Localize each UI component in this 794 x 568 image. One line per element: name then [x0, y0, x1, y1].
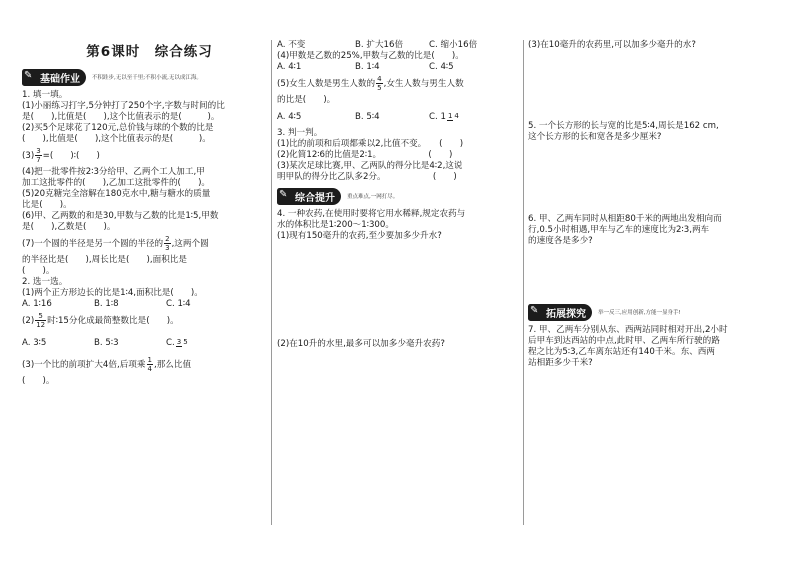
q4-3: (3)在10毫升的农药里,可以加多少毫升的水?	[528, 40, 696, 50]
answer-space	[528, 143, 778, 214]
column-divider-left	[271, 40, 272, 525]
question-2-title: 2. 选一选。	[22, 277, 68, 287]
q7-line-a: 7. 甲、乙两车分别从东、西两站同时相对开出,2小时	[528, 325, 728, 335]
section-badge-combo: ✎ 综合提升	[277, 188, 341, 205]
q4-1: (1)现有150毫升的农药,至少要加多少升水?	[277, 231, 442, 241]
fraction: $\frac{2}{3}$	[165, 235, 170, 252]
question-3-title: 3. 判一判。	[277, 128, 323, 138]
section-header-basic	[22, 68, 267, 86]
q2-1: (1)两个正方形边长的比是1∶4,面积比是( )。	[22, 288, 203, 298]
q2-2-options: A. 3∶5 B. 5∶3 C.3 5	[22, 338, 188, 348]
q1-5-line-a: (5)20克糖完全溶解在180克水中,糖与糖水的质量	[22, 189, 211, 199]
q2-3-options: A. 不变 B. 扩大16倍 C. 缩小16倍	[277, 40, 478, 50]
q2-3-line-b: ( )。	[22, 376, 55, 386]
q1-2-line-b: ( ),比值是( ),这个比值表示的是( )。	[22, 134, 211, 144]
q1-7-line-a: (7)一个圆的半径是另一个圆的半径的 $\frac{2}{3}$ ,这两个圆	[22, 235, 209, 252]
fraction: $\frac{4}{5}$	[377, 75, 382, 92]
page-title: 第6课时 综合练习	[86, 44, 213, 60]
q6-line-c: 的速度各是多少?	[528, 236, 593, 246]
q1-3: (3) $\frac{3}{7}$ =( )∶( )	[22, 147, 100, 164]
fraction: $\frac{3}{7}$	[36, 147, 41, 164]
fraction: $\frac{1}{4}$	[147, 356, 152, 373]
q2-4: (4)甲数是乙数的25%,甲数与乙数的比是( )。	[277, 51, 464, 61]
fraction: $\frac{5}{12}$	[36, 312, 46, 329]
q7-line-b: 后甲车到达西站的中点,此时甲、乙两车所行驶的路	[528, 336, 720, 346]
q2-2: (2) $\frac{5}{12}$ 时∶15分化成最简整数比是( )。	[22, 312, 179, 329]
q4-line-b: 水的体积比是1∶200～1∶300。	[277, 220, 394, 230]
section-badge-ext: ✎ 拓展探究	[528, 304, 592, 321]
answer-space	[528, 51, 778, 121]
section-header-ext	[528, 303, 778, 321]
q3-3-line-b: 明甲队的得分比乙队多2分。 ( )	[277, 172, 457, 182]
section-slogan: 举一反三,应用创新,方能一显身手!	[598, 310, 681, 316]
mascot-icon: ✎	[24, 69, 33, 81]
q2-5-options: A. 4∶5 B. 5∶4 C. 1 1 4	[277, 112, 459, 122]
mascot-icon: ✎	[530, 304, 539, 316]
q7-line-c: 程之比为5∶3,乙车离东站还有140千米。东、西两	[528, 347, 715, 357]
q3-3-line-a: (3)某次足球比赛,甲、乙两队的得分比是4∶2,这说	[277, 161, 463, 171]
fraction: 1 4	[447, 112, 459, 120]
q2-5-line-a: (5)女生人数是男生人数的 $\frac{4}{5}$ ,女生人数与男生人数	[277, 75, 464, 92]
column-3	[528, 40, 778, 369]
q6-line-b: 行,0.5小时相遇,甲车与乙车的速度比为2∶3,两车	[528, 225, 710, 235]
section-badge-basic: ✎ 基础作业	[22, 69, 86, 86]
column-divider-right	[523, 40, 524, 525]
q2-5-line-b: 的比是( )。	[277, 95, 336, 105]
q5-line-b: 这个长方形的长和宽各是多少厘米?	[528, 132, 662, 142]
q4-2: (2)在10升的水里,最多可以加多少毫升农药?	[277, 339, 445, 349]
q1-7-line-b: 的半径比是( ),周长比是( ),面积比是	[22, 255, 187, 265]
q3-1: (1)比的前项和后项都乘以2,比值不变。 ( )	[277, 139, 464, 149]
q1-4-line-a: (4)把一批零件按2∶3分给甲、乙两个工人加工,甲	[22, 167, 205, 177]
q1-4-line-b: 加工这批零件的( ),乙加工这批零件的( )。	[22, 178, 211, 188]
q1-7-line-c: ( )。	[22, 266, 55, 276]
q1-1-line-b: 是( ),比值是( ),这个比值表示的是( )。	[22, 112, 220, 122]
column-2	[277, 40, 520, 350]
q3-2: (2)化简12∶6的比值是2∶1。 ( )	[277, 150, 453, 160]
q2-1-options: A. 1∶16 B. 1∶8 C. 1∶4	[22, 299, 191, 309]
section-header-combo	[277, 187, 520, 205]
q4-line-a: 4. 一种农药,在使用时要将它用水稀释,规定农药与	[277, 209, 466, 219]
q2-3-line-a: (3)一个比的前项扩大4倍,后项乘 $\frac{1}{4}$ ,那么比值	[22, 356, 192, 373]
q5-line-a: 5. 一个长方形的长与宽的比是5∶4,周长是162 cm,	[528, 121, 719, 131]
section-slogan: 不积跬步,无以至千里;不积小流,无以成江海。	[92, 75, 202, 81]
mascot-icon: ✎	[279, 188, 288, 200]
q1-6-line-a: (6)甲、乙两数的和是30,甲数与乙数的比是1∶5,甲数	[22, 211, 219, 221]
fraction: 3 5	[176, 338, 188, 346]
section-slogan: 重点难点,一网打尽。	[347, 194, 399, 200]
q7-line-d: 站相距多少千米?	[528, 358, 593, 368]
q6-line-a: 6. 甲、乙两车同时从相距80千米的两地出发相向而	[528, 214, 722, 224]
q1-1-line-a: (1)小丽练习打字,5分钟打了250个字,字数与时间的比	[22, 101, 225, 111]
q1-6-line-b: 是( ),乙数是( )。	[22, 222, 116, 232]
q1-2-line-a: (2)买5个足球花了120元,总价钱与球的个数的比是	[22, 123, 214, 133]
question-1-title: 1. 填一填。	[22, 90, 68, 100]
q1-5-line-b: 比是( )。	[22, 200, 72, 210]
answer-space	[277, 242, 520, 339]
q2-4-options: A. 4∶1 B. 1∶4 C. 4∶5	[277, 62, 454, 72]
column-1	[22, 40, 267, 387]
answer-space	[528, 247, 778, 299]
